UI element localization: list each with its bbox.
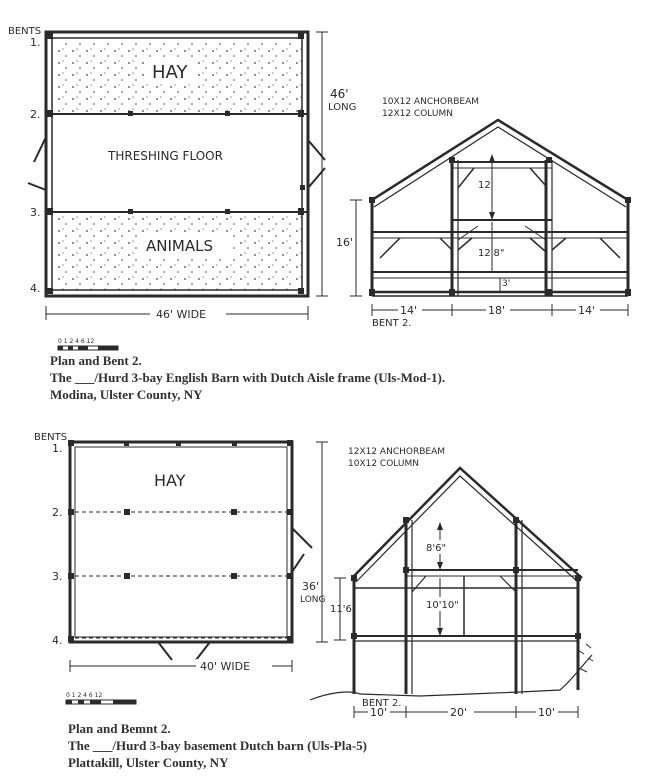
length-value: 46' — [330, 87, 349, 101]
brace — [458, 238, 472, 250]
post — [225, 111, 230, 116]
barn2-scale-bar — [66, 692, 136, 704]
height-label: 11'6" — [330, 604, 357, 615]
bent-number: 3. — [52, 570, 63, 583]
post — [47, 33, 53, 39]
door-south-right — [196, 642, 210, 660]
post — [298, 33, 304, 39]
post — [232, 441, 237, 446]
post — [47, 110, 53, 117]
dim-upper-label: 12' — [478, 180, 494, 191]
barn2-plan — [34, 432, 328, 673]
joint — [625, 197, 631, 203]
arrowhead — [437, 522, 443, 530]
joint — [449, 157, 455, 163]
bay-center-label: 18' — [488, 304, 506, 317]
bent-number: 3. — [30, 206, 41, 219]
joint — [369, 197, 375, 203]
bay-right-label: 10' — [538, 706, 556, 719]
hay-label: HAY — [154, 471, 186, 490]
post — [68, 509, 74, 515]
post — [128, 209, 133, 214]
brace — [412, 576, 426, 592]
length-unit: LONG — [328, 102, 357, 113]
brace — [458, 168, 474, 188]
post — [128, 111, 133, 116]
arrowhead — [437, 628, 443, 636]
bay-left-label: 10' — [370, 706, 388, 719]
length-unit: LONG — [300, 595, 326, 605]
bent-number: 4. — [30, 282, 41, 295]
post — [287, 509, 293, 515]
scale-numbers: 0 1 2 4 6 12 — [58, 338, 95, 345]
door-east-lower — [292, 554, 304, 572]
roof-line-inner — [356, 476, 578, 582]
brace — [380, 238, 400, 258]
roof-line — [372, 120, 628, 200]
post — [287, 573, 293, 579]
beam-note-1: 10X12 ANCHORBEAM — [382, 97, 479, 107]
beam-note-2: 10X12 COLUMN — [348, 459, 419, 469]
post — [124, 573, 130, 579]
post — [231, 573, 237, 579]
barn1-bent-section — [336, 97, 631, 329]
barn1-scale-bar — [58, 338, 118, 350]
joint — [513, 567, 519, 573]
length-value: 36' — [302, 580, 320, 593]
barn2-caption-name: The ___/Hurd 3-bay basement Dutch barn (Uls-Pla-5) — [68, 738, 368, 753]
post — [47, 288, 53, 294]
brace — [440, 238, 452, 250]
door-south-left — [158, 642, 172, 660]
door-west-lower — [28, 183, 46, 190]
roof-line — [352, 468, 582, 578]
beam-note-2: 12X12 COLUMN — [382, 109, 453, 119]
bent-label: BENT 2. — [362, 698, 402, 709]
brace — [530, 238, 546, 252]
joint — [575, 575, 581, 581]
bay-right-label: 14' — [578, 304, 596, 317]
post — [176, 441, 181, 446]
scale-numbers: 0 1 2 4 6 12 — [66, 692, 103, 699]
joint — [403, 567, 409, 573]
post — [68, 573, 74, 579]
post — [68, 636, 74, 642]
barn2-bent-section — [310, 447, 593, 719]
post — [287, 636, 293, 642]
threshing-floor-label: THRESHING FLOOR — [108, 149, 223, 163]
joint — [351, 633, 357, 639]
barn1-caption-title: Plan and Bent 2. — [50, 353, 142, 368]
post — [68, 440, 74, 446]
barn2-caption-title: Plan and Bemnt 2. — [68, 721, 171, 736]
joint — [403, 517, 409, 523]
bay-center-label: 20' — [450, 706, 468, 719]
post — [124, 509, 130, 515]
post — [287, 440, 293, 446]
brace — [600, 238, 620, 258]
bents-label: BENTS — [8, 26, 42, 37]
arrowhead — [437, 562, 443, 570]
bent-number: 4. — [52, 634, 63, 647]
post — [47, 208, 53, 215]
animals-label: ANIMALS — [146, 237, 213, 255]
joint — [546, 289, 552, 296]
hay-label: HAY — [152, 62, 188, 83]
door-east — [292, 528, 312, 548]
bent-number: 1. — [52, 442, 63, 455]
dim-lower-label: 3' — [502, 279, 511, 289]
width-label: 46' WIDE — [156, 308, 207, 321]
joint — [369, 289, 375, 296]
barn1-plan — [8, 26, 356, 321]
width-label: 40' WIDE — [200, 660, 251, 673]
bay-left-label: 14' — [400, 304, 418, 317]
dim-middle-label: 12'8" — [478, 248, 505, 259]
brace — [500, 576, 516, 592]
post — [298, 110, 304, 117]
bent-number: 2. — [30, 108, 41, 121]
brace — [552, 238, 566, 250]
joint — [449, 289, 455, 296]
dim-upper-label: 8'6" — [426, 543, 447, 554]
barn1-caption-name: The ___/Hurd 3-bay English Barn with Dutch Aisle frame (Uls-Mod-1). — [50, 370, 446, 385]
joint — [546, 157, 552, 163]
brace — [530, 168, 546, 186]
bent-number: 1. — [30, 36, 41, 49]
door-west-upper — [34, 137, 46, 162]
bents-label: BENTS — [34, 432, 68, 443]
joint — [351, 575, 357, 581]
joint — [513, 517, 519, 523]
joint — [625, 289, 631, 296]
arrowhead — [489, 212, 495, 220]
post — [298, 288, 304, 294]
arrowhead — [489, 154, 495, 162]
roof-line-inner — [374, 127, 626, 207]
post — [225, 209, 230, 214]
bent-number: 2. — [52, 506, 63, 519]
post — [231, 509, 237, 515]
barn2-caption-location: Plattakill, Ulster County, NY — [68, 755, 229, 770]
post — [300, 185, 305, 190]
post — [124, 441, 129, 446]
post — [298, 208, 304, 215]
ground-line — [310, 655, 592, 700]
beam-note-1: 12X12 ANCHORBEAM — [348, 447, 445, 457]
height-label: 16' — [336, 236, 354, 249]
dim-middle-label: 10'10" — [426, 600, 459, 611]
joint — [575, 633, 581, 639]
bent-label: BENT 2. — [372, 318, 412, 329]
barn1-caption-location: Modina, Ulster County, NY — [50, 387, 203, 402]
